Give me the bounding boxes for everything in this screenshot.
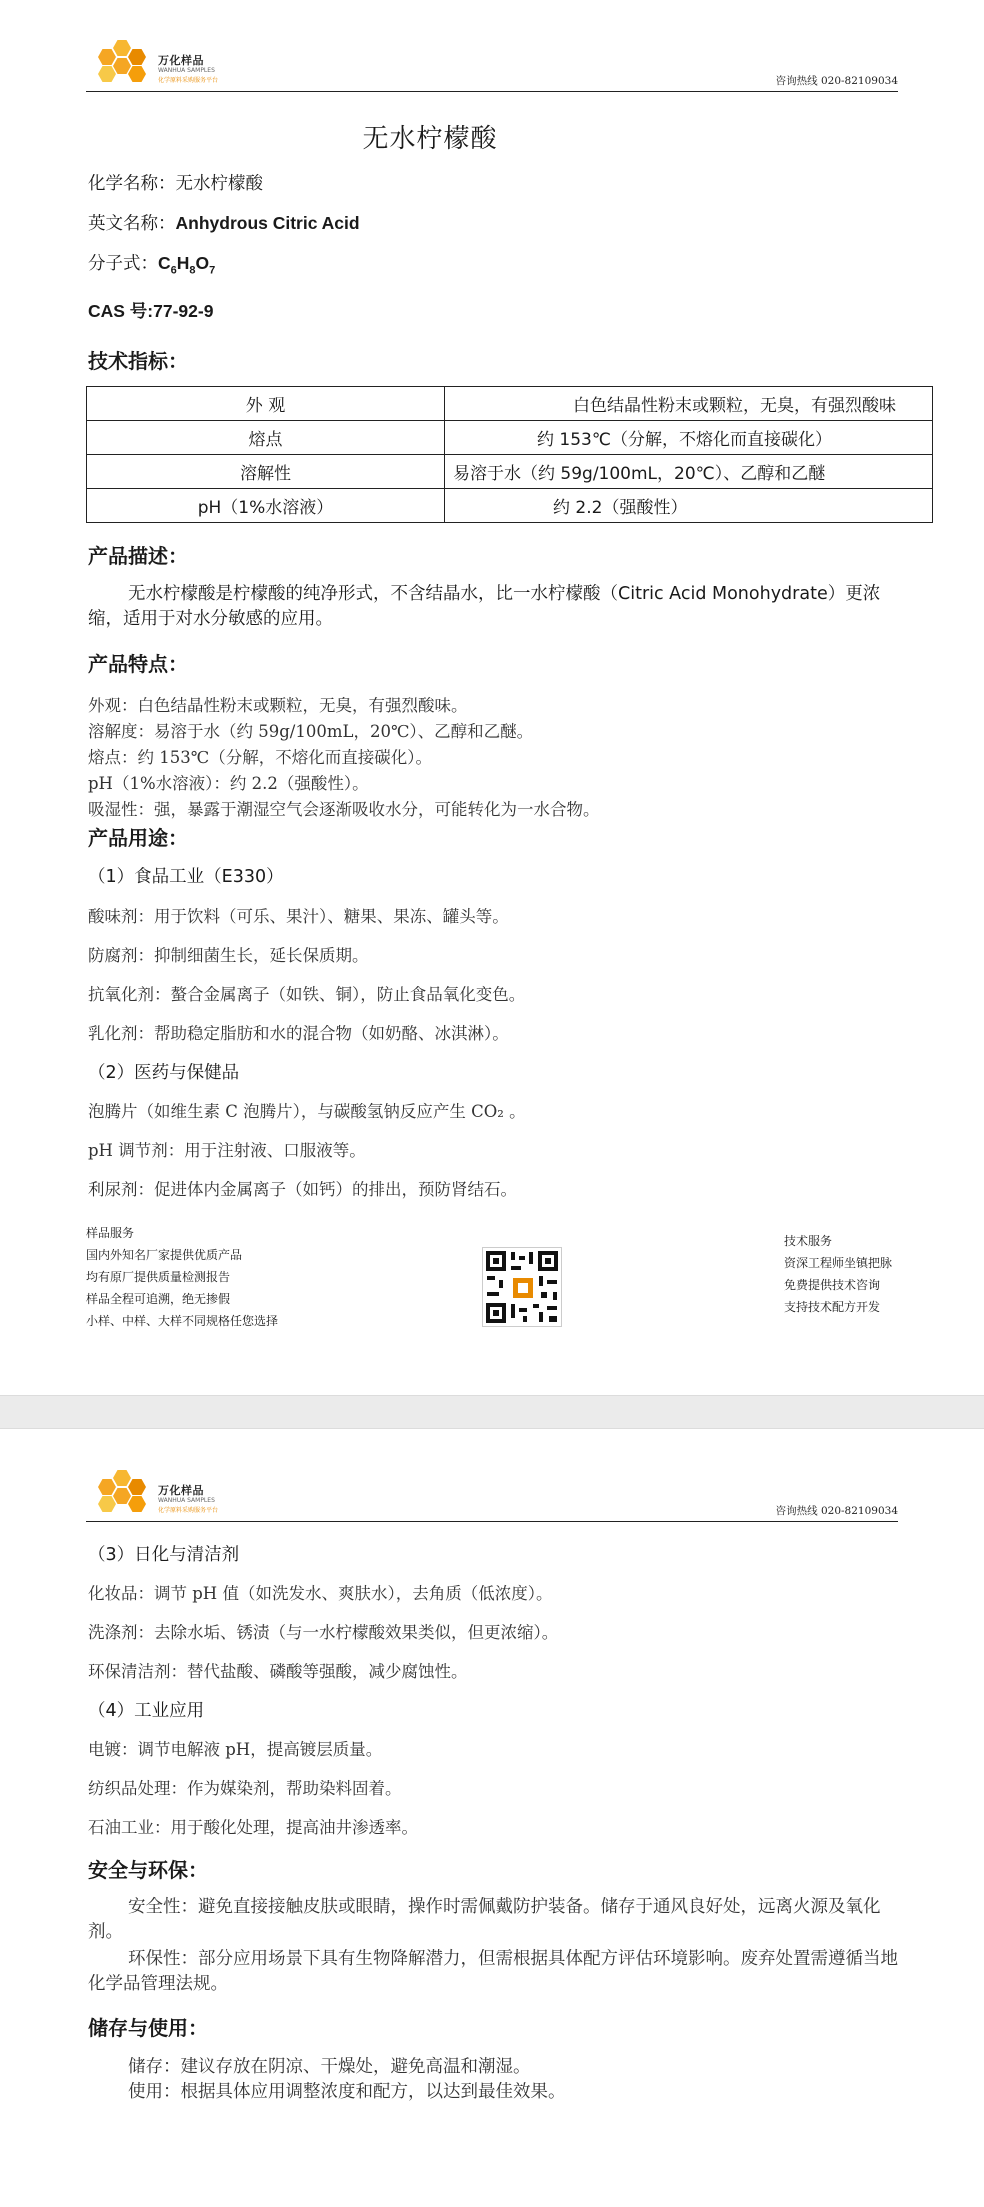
logo-hex-icon [128,1496,146,1512]
cas-value: 77-92-9 [153,301,214,321]
logo-hex-icon [113,58,131,74]
list-item: 防腐剂：抑制细菌生长，延长保质期。 [88,946,369,965]
tech-services-list [784,1230,892,1318]
logo-hex-icon [128,49,146,65]
list-item: 国内外知名厂家提供优质产品 [86,1248,243,1262]
cas-label: CAS 号: [88,301,154,321]
spec-key: 外 观 [87,387,445,421]
logo-hex-icon [128,1479,146,1495]
chemical-name-label: 化学名称： [88,174,176,194]
logo-slogan: 化学原料采购服务平台 [158,77,219,84]
list-item: 洗涤剂：去除水垢、锈渍（与一水柠檬酸效果类似，但更浓缩）。 [88,1623,559,1642]
english-name-row [88,210,360,235]
list-item: 资深工程师坐镇把脉 [784,1256,893,1270]
list-item: 样品全程可追溯，绝无掺假 [86,1292,231,1306]
spec-value: 约 2.2（强酸性） [445,489,933,523]
subsection-heading: （3）日化与清洁剂 [88,1545,240,1565]
safety-text: 安全性：避免直接接触皮肤或眼睛，操作时需佩戴防护装备。储存于通风良好处，远离火源及氧化剂。 [88,1897,881,1942]
logo-brand: 万化样品 [158,1484,204,1497]
environment-text: 环保性：部分应用场景下具有生物降解潜力，但需根据具体配方评估环境影响。废弃处置需遵循当地化学品管理法规。 [88,1949,898,1994]
logo-brand-en: WANHUA SAMPLES [158,67,215,74]
list-item: 石油工业：用于酸化处理，提高油井渗透率。 [88,1818,418,1837]
hotline-text: 咨询热线 020-82109034 [775,1505,898,1517]
spec-value: 易溶于水（约 59g/100mL，20℃）、乙醇和乙醚 [445,455,933,489]
chemical-name-value: 无水柠檬酸 [175,174,263,194]
spec-key: 溶解性 [87,455,445,489]
spec-value: 约 153℃（分解，不熔化而直接碳化） [445,421,933,455]
page-2 [0,1429,984,2207]
logo-hex-icon [98,49,116,65]
formula-label: 分子式： [88,254,158,274]
company-logo [94,1460,234,1514]
list-item: 吸湿性：强，暴露于潮湿空气会逐渐吸收水分，可能转化为一水合物。 [88,800,600,819]
list-item: 泡腾片（如维生素 C 泡腾片），与碳酸氢钠反应产生 CO₂ 。 [88,1102,526,1121]
logo-brand-en: WANHUA SAMPLES [158,1497,215,1504]
page-title: 无水柠檬酸 [362,124,498,154]
logo-hex-icon [113,1488,131,1504]
list-item: 样品服务 [86,1226,135,1240]
formula-row [88,250,215,277]
list-item: 免费提供技术咨询 [784,1278,881,1292]
logo-hex-icon [128,66,146,82]
list-item: 小样、中样、大样不同规格任您选择 [86,1314,279,1328]
list-item: 乳化剂：帮助稳定脂肪和水的混合物（如奶酪、冰淇淋）。 [88,1024,509,1043]
section-heading-safety: 安全与环保： [88,1858,208,1882]
page-separator [0,1395,984,1429]
logo-hex-icon [113,40,131,56]
spec-value: 白色结晶性粉末或颗粒，无臭，有强烈酸味 [445,387,933,421]
spec-key: 熔点 [87,421,445,455]
table-row [87,421,933,455]
list-item: 纺织品处理：作为媒染剂，帮助染料固着。 [88,1779,402,1798]
english-name-value: Anhydrous Citric Acid [175,213,360,233]
list-item: 利尿剂：促进体内金属离子（如钙）的排出，预防肾结石。 [88,1180,517,1199]
subsection-heading: （1）食品工业（E330） [88,867,284,887]
page-header [86,24,898,92]
table-row [87,387,933,421]
subsection-heading: （4）工业应用 [88,1701,205,1721]
section-heading-features: 产品特点： [88,652,188,676]
list-item: 外观：白色结晶性粉末或颗粒，无臭，有强烈酸味。 [88,696,468,715]
list-item: 化妆品：调节 pH 值（如洗发水、爽肤水），去角质（低浓度）。 [88,1584,553,1603]
spec-key: pH（1%水溶液） [87,489,445,523]
list-item: 支持技术配方开发 [784,1300,881,1314]
company-logo [94,30,234,84]
list-item: 熔点：约 153℃（分解，不熔化而直接碳化）。 [88,748,432,767]
list-item: 技术服务 [784,1234,833,1248]
list-item: 电镀：调节电解液 pH，提高镀层质量。 [88,1740,383,1759]
section-heading-uses: 产品用途： [88,826,188,850]
section-heading-tech: 技术指标： [88,349,188,373]
table-row [87,489,933,523]
list-item: pH（1%水溶液）：约 2.2（强酸性）。 [88,774,369,793]
description-text: 无水柠檬酸是柠檬酸的纯净形式，不含结晶水，比一水柠檬酸（Citric Acid Monohydrate）更浓缩，适用于对水分敏感的应用。 [88,584,881,629]
english-name-label: 英文名称： [88,214,176,234]
list-item: 均有原厂提供质量检测报告 [86,1270,231,1284]
section-heading-desc: 产品描述： [88,544,188,568]
subsection-heading: （2）医药与保健品 [88,1063,240,1083]
logo-hex-icon [98,1479,116,1495]
table-row [87,455,933,489]
logo-brand: 万化样品 [158,54,204,67]
formula-value: $C_6H_8O_7$ [158,253,216,277]
logo-hex-icon [98,1496,116,1512]
list-item: 溶解度：易溶于水（约 59g/100mL，20℃）、乙醇和乙醚。 [88,722,534,741]
chemical-name-row [88,170,263,195]
section-heading-storage: 储存与使用： [88,2016,208,2040]
qr-code-icon [482,1247,562,1327]
usage-text: 使用：根据具体应用调整浓度和配方，以达到最佳效果。 [128,2082,566,2102]
logo-slogan: 化学原料采购服务平台 [158,1507,219,1514]
hotline-text: 咨询热线 020-82109034 [775,75,898,87]
list-item: 抗氧化剂：螯合金属离子（如铁、铜），防止食品氧化变色。 [88,985,526,1004]
cas-row [88,298,213,323]
page-header [86,1454,898,1522]
storage-text: 储存：建议存放在阴凉、干燥处，避免高温和潮湿。 [128,2057,531,2077]
logo-hex-icon [98,66,116,82]
list-item: pH 调节剂：用于注射液、口服液等。 [88,1141,366,1160]
spec-table [86,386,933,523]
list-item: 环保清洁剂：替代盐酸、磷酸等强酸，减少腐蚀性。 [88,1662,468,1681]
list-item: 酸味剂：用于饮料（可乐、果汁）、糖果、果冻、罐头等。 [88,907,509,926]
sample-services-list [86,1222,278,1332]
logo-hex-icon [113,1470,131,1486]
